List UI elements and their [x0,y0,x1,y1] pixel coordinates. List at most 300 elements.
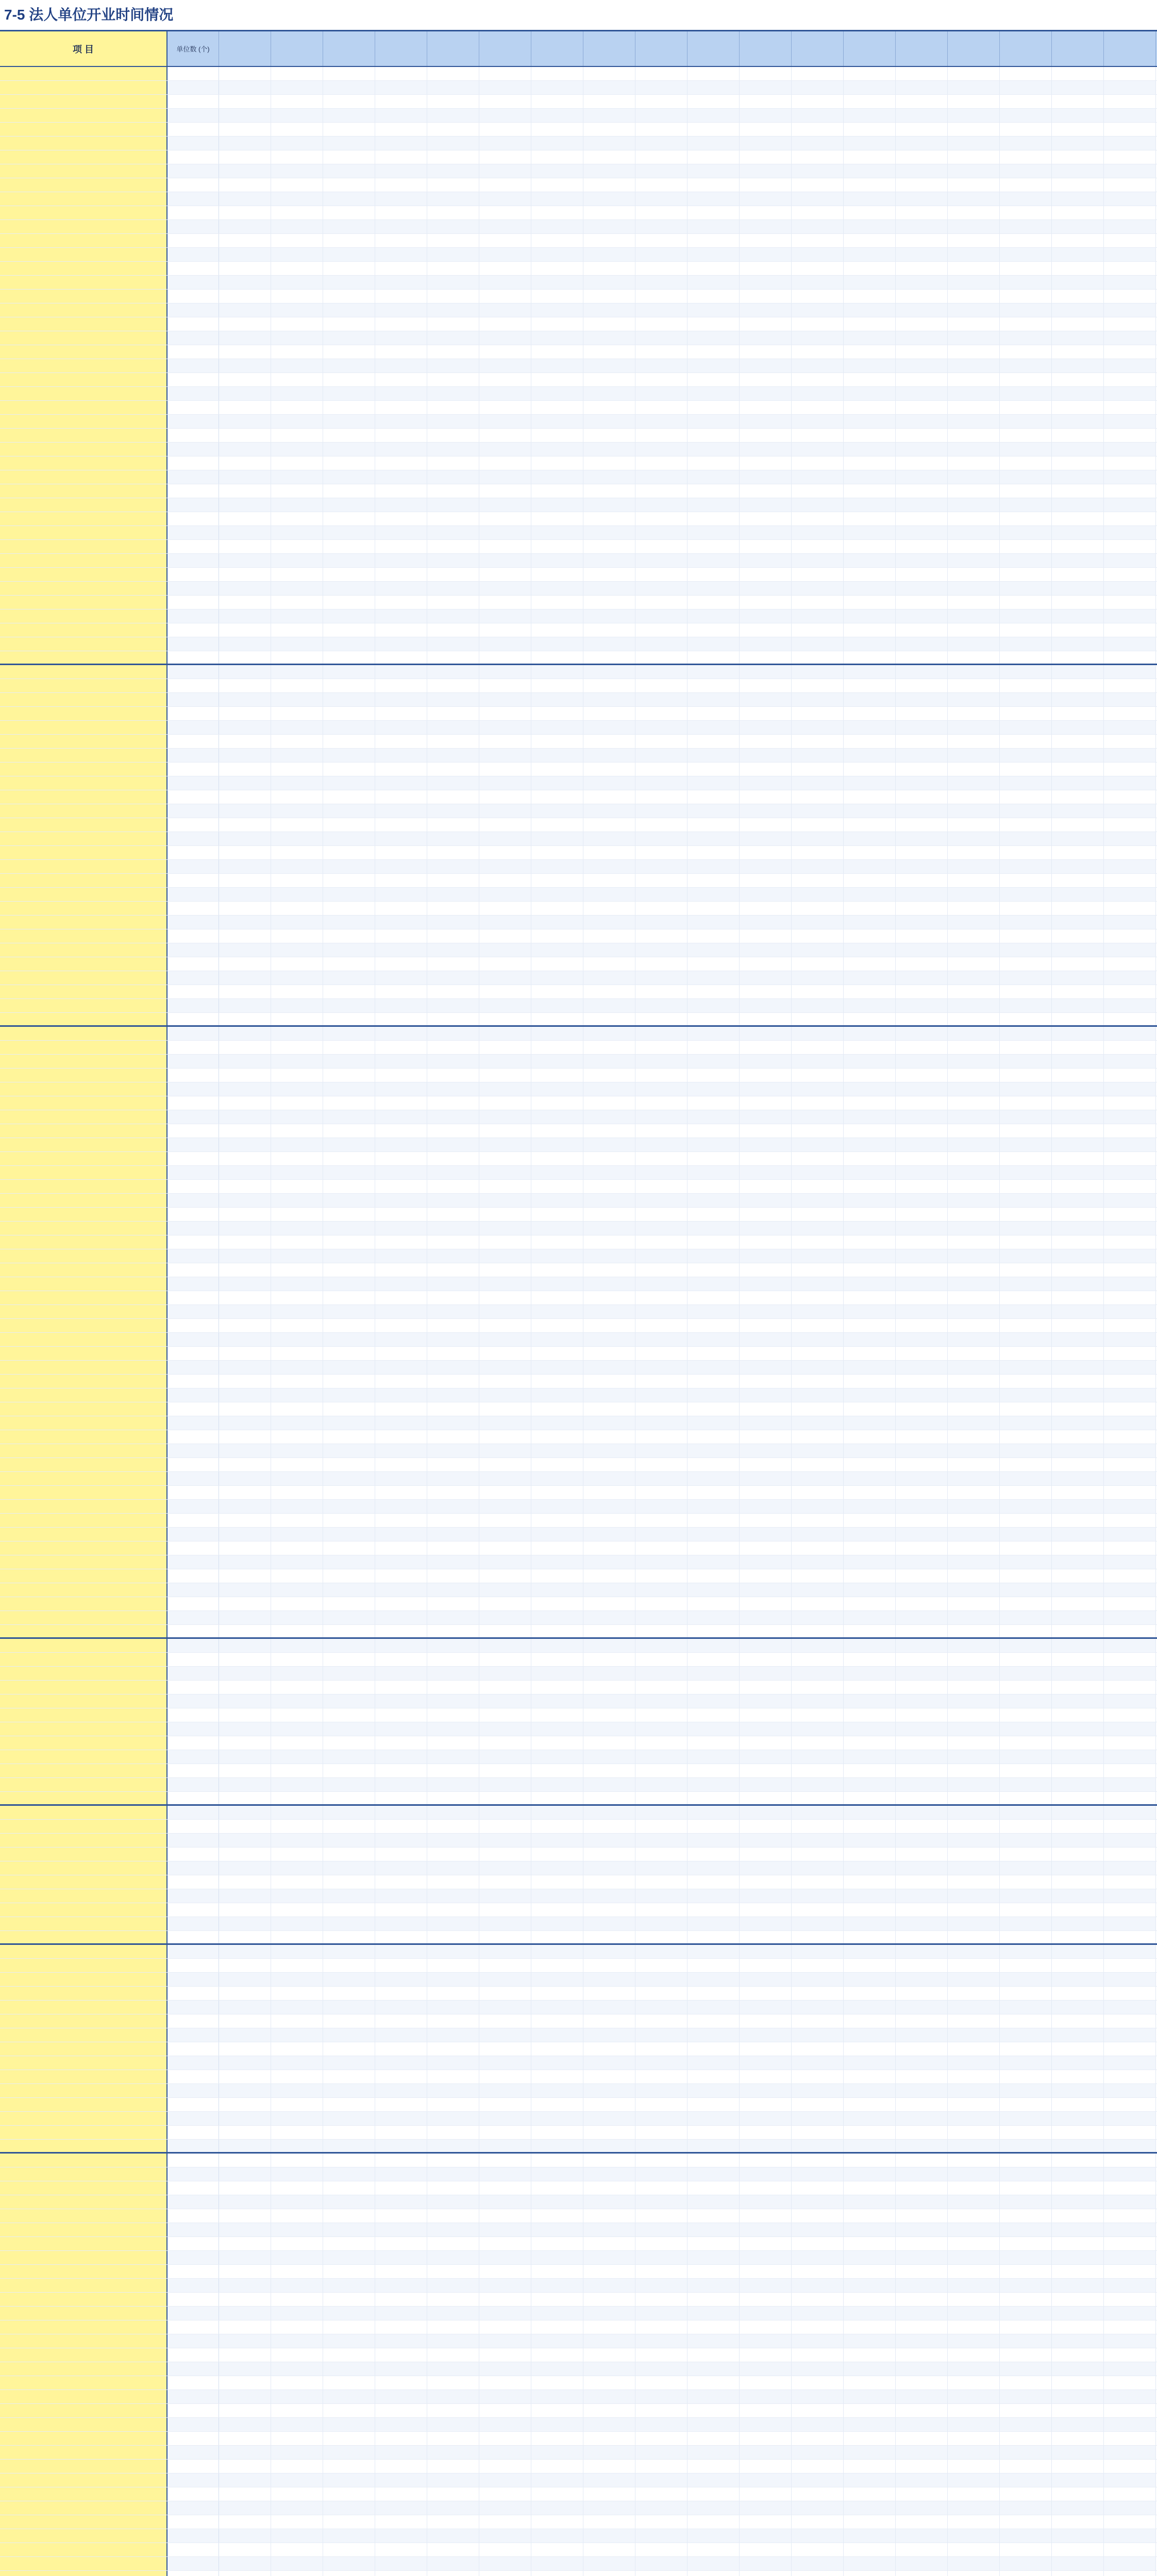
row-value [740,1263,792,1277]
row-value [688,526,740,539]
row-value [896,1514,948,1527]
row-value [948,1500,1000,1513]
row-value [1104,2418,1156,2431]
row-value [219,2237,271,2250]
table-row [0,1138,1157,1152]
row-value [271,2376,323,2389]
row-label [0,1124,167,1138]
row-value [427,2501,479,2515]
row-value [323,1444,375,1458]
row-value [792,512,844,526]
row-value [740,2237,792,2250]
table-row [0,1973,1157,1987]
row-value [375,2307,427,2320]
row-value [948,1569,1000,1583]
row-label [0,1708,167,1722]
row-value [583,2070,635,2083]
row-value [531,874,583,887]
row-value [844,1569,896,1583]
row-value [1052,67,1104,80]
row-value [1052,1555,1104,1569]
row-value [844,860,896,873]
row-value [531,331,583,345]
row-value [323,2042,375,2056]
row-total [167,637,219,651]
row-total [167,2376,219,2389]
row-value [896,2418,948,2431]
row-value [792,1528,844,1541]
table-row [0,429,1157,443]
row-value [583,1639,635,1652]
row-value [479,95,531,108]
row-value [375,1875,427,1889]
row-value [427,234,479,247]
row-value [583,178,635,192]
row-value [844,429,896,442]
row-value [896,498,948,512]
row-value [1000,1444,1052,1458]
row-value [271,137,323,150]
row-value [271,1945,323,1958]
row-value [531,1667,583,1680]
row-value [740,846,792,859]
row-value [792,1082,844,1096]
row-value [583,971,635,985]
row-value [271,317,323,331]
row-value [323,1583,375,1597]
row-value [531,749,583,762]
row-value [1000,150,1052,164]
row-value [844,1388,896,1402]
row-value [271,1375,323,1388]
row-value [323,637,375,651]
table-row [0,1124,1157,1138]
row-value [896,1625,948,1637]
row-value [844,373,896,386]
row-value [271,1180,323,1193]
row-value [479,150,531,164]
row-value [844,2334,896,2348]
row-value [896,1291,948,1304]
row-value [1000,637,1052,651]
row-value [427,1055,479,1068]
row-value [219,192,271,206]
row-value [844,1987,896,2000]
row-value [479,2209,531,2223]
row-value [844,1319,896,1332]
table-row [0,1486,1157,1500]
row-value [375,345,427,359]
row-value [323,2362,375,2376]
row-value [635,1319,688,1332]
row-value [792,317,844,331]
row-value [896,2154,948,2167]
row-value [479,1625,531,1637]
row-value [896,1458,948,1471]
row-value [219,1194,271,1207]
table-row [0,262,1157,276]
row-value [323,1555,375,1569]
row-value [688,2154,740,2167]
row-value [1104,2404,1156,2417]
row-label [0,2543,167,2556]
row-value [219,387,271,400]
row-value [375,1458,427,1471]
row-label [0,178,167,192]
row-value [688,1848,740,1861]
row-value [531,971,583,985]
row-value [1052,707,1104,720]
row-value [1000,2362,1052,2376]
row-value [896,1750,948,1764]
row-value [219,860,271,873]
row-value [844,623,896,637]
row-value [1052,1694,1104,1708]
row-value [323,1402,375,1416]
row-value [323,1848,375,1861]
row-value [792,2167,844,2181]
row-total [167,1069,219,1082]
row-value [1052,1305,1104,1318]
row-value [1000,1820,1052,1833]
row-value [479,526,531,539]
row-value [427,1514,479,1527]
row-value [219,95,271,108]
row-value [479,1249,531,1263]
row-value [219,2195,271,2209]
row-value [531,1402,583,1416]
row-value [1104,2112,1156,2125]
row-value [635,109,688,122]
table-row [0,2056,1157,2070]
row-value [1000,109,1052,122]
row-value [323,1138,375,1151]
row-value [688,2265,740,2278]
row-value [1000,902,1052,915]
row-value [1104,2056,1156,2070]
row-value [583,2376,635,2389]
row-value [792,721,844,734]
row-value [1052,1681,1104,1694]
row-value [844,888,896,901]
row-value [635,999,688,1012]
row-label [0,1694,167,1708]
row-value [688,484,740,498]
row-label [0,2390,167,2403]
row-value [688,2557,740,2570]
row-value [688,2390,740,2403]
row-total [167,470,219,484]
row-value [688,762,740,776]
row-value [271,276,323,289]
row-value [740,387,792,400]
row-value [323,1987,375,2000]
row-value [635,192,688,206]
row-value [635,2418,688,2431]
row-value [688,443,740,456]
row-value [271,1736,323,1750]
row-value [531,1305,583,1318]
row-label [0,582,167,595]
row-value [1104,178,1156,192]
row-value [688,2307,740,2320]
row-value [583,498,635,512]
row-value [323,1319,375,1332]
row-total [167,1166,219,1179]
row-value [479,2056,531,2070]
row-value [323,1013,375,1025]
row-value [688,776,740,790]
row-value [740,67,792,80]
row-value [896,999,948,1012]
row-value [740,2279,792,2292]
table-row [0,1055,1157,1069]
row-value [375,109,427,122]
row-label [0,1347,167,1360]
row-value [1052,2265,1104,2278]
row-value [948,290,1000,303]
row-value [1104,1180,1156,1193]
row-value [740,1402,792,1416]
row-label [0,1722,167,1736]
row-value [375,1430,427,1444]
row-value [844,985,896,998]
row-value [948,693,1000,706]
row-value [896,1583,948,1597]
row-value [792,846,844,859]
table-row [0,582,1157,596]
row-value [479,2223,531,2236]
row-value [635,1110,688,1124]
row-value [635,651,688,664]
row-value [323,2334,375,2348]
row-value [688,2487,740,2501]
row-value [948,1333,1000,1346]
row-value [1052,2348,1104,2362]
row-value [948,443,1000,456]
row-value [323,1708,375,1722]
row-value [844,1625,896,1637]
row-value [844,317,896,331]
row-value [1052,776,1104,790]
row-value [1052,804,1104,818]
row-value [219,429,271,442]
row-label [0,1041,167,1054]
row-value [323,2140,375,2152]
row-value [271,1667,323,1680]
row-value [219,874,271,887]
row-value [479,1277,531,1291]
row-value [583,1736,635,1750]
row-value [219,2070,271,2083]
row-value [583,776,635,790]
row-value [219,832,271,845]
row-value [948,2307,1000,2320]
row-value [1104,707,1156,720]
row-value [1052,554,1104,567]
row-label [0,1319,167,1332]
row-value [479,206,531,219]
row-value [583,1611,635,1624]
row-value [323,1694,375,1708]
row-value [427,95,479,108]
row-value [323,401,375,414]
row-value [1000,2070,1052,2083]
row-value [427,1166,479,1179]
row-total [167,220,219,233]
row-value [427,1889,479,1903]
row-value [219,2028,271,2042]
row-total [167,1208,219,1221]
row-value [844,470,896,484]
row-value [1000,1333,1052,1346]
row-value [688,512,740,526]
table-row [0,443,1157,456]
table-row [0,1861,1157,1875]
row-value [583,846,635,859]
row-value [896,1347,948,1360]
row-value [375,1903,427,1917]
table-row [0,679,1157,693]
row-value [271,957,323,971]
row-value [688,276,740,289]
row-value [583,888,635,901]
row-value [323,790,375,804]
row-label [0,359,167,372]
row-value [583,2418,635,2431]
table-row [0,2473,1157,2487]
row-value [375,2543,427,2556]
row-value [479,804,531,818]
row-value [635,1096,688,1110]
row-value [219,512,271,526]
row-value [1104,2237,1156,2250]
row-value [740,109,792,122]
row-value [844,95,896,108]
row-value [896,582,948,595]
row-value [323,1472,375,1485]
row-value [583,596,635,609]
row-value [323,1235,375,1249]
row-value [1000,1834,1052,1847]
row-value [792,2014,844,2028]
row-value [219,2390,271,2403]
row-value [1104,150,1156,164]
row-value [740,1124,792,1138]
row-value [844,2140,896,2152]
row-value [271,1361,323,1374]
row-label [0,1375,167,1388]
row-value [792,1013,844,1025]
row-value [948,846,1000,859]
row-value [844,1778,896,1791]
row-value [844,735,896,748]
row-value [323,415,375,428]
row-value [948,331,1000,345]
row-value [688,1235,740,1249]
row-value [896,1486,948,1499]
row-value [219,929,271,943]
row-value [635,1277,688,1291]
row-value [531,2515,583,2529]
row-label [0,262,167,275]
row-value [271,1764,323,1777]
row-value [219,470,271,484]
row-value [271,2167,323,2181]
header-year-8 [583,31,635,66]
row-value [1104,749,1156,762]
row-value [1104,679,1156,692]
row-value [427,317,479,331]
row-value [740,1903,792,1917]
row-value [375,1722,427,1736]
row-label [0,2014,167,2028]
row-value [896,2293,948,2306]
row-value [1000,526,1052,539]
row-value [427,2348,479,2362]
row-value [271,2056,323,2070]
row-value [479,2112,531,2125]
row-value [375,2167,427,2181]
row-value [427,2446,479,2459]
row-value [323,1541,375,1555]
row-value [1104,2515,1156,2529]
row-value [1000,2028,1052,2042]
row-label [0,2432,167,2445]
row-value [427,1959,479,1972]
row-value [948,220,1000,233]
row-value [375,1486,427,1499]
row-value [792,1875,844,1889]
row-value [479,693,531,706]
row-value [844,1096,896,1110]
row-value [479,2487,531,2501]
row-value [531,123,583,136]
row-value [896,1806,948,1819]
row-label [0,1889,167,1903]
row-value [219,1291,271,1304]
row-value [1052,2209,1104,2223]
row-label [0,206,167,219]
row-value [219,1110,271,1124]
table-row [0,999,1157,1013]
row-value [948,2348,1000,2362]
row-value [583,943,635,957]
row-value [1104,2446,1156,2459]
row-value [844,2446,896,2459]
row-value [479,818,531,832]
table-row [0,1875,1157,1889]
row-value [375,2404,427,2417]
row-value [479,1430,531,1444]
row-value [271,1305,323,1318]
row-value [688,1764,740,1777]
row-value [635,1388,688,1402]
row-value [792,2473,844,2487]
row-value [375,1500,427,1513]
row-value [219,1931,271,1943]
row-value [1104,2376,1156,2389]
row-value [844,2529,896,2543]
row-value [896,1166,948,1179]
row-value [1000,1027,1052,1040]
row-label [0,776,167,790]
row-label [0,2279,167,2292]
row-value [427,1194,479,1207]
row-value [1104,1166,1156,1179]
table-row [0,2390,1157,2404]
row-value [948,749,1000,762]
